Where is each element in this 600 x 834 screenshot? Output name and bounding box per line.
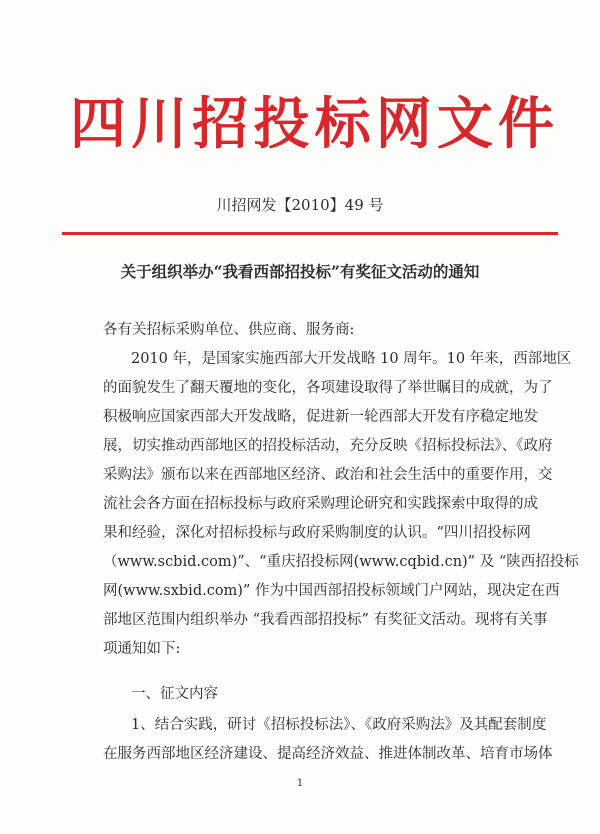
paragraph-line: 果和经验，深化对招标投标与政府采购制度的认识。“四川招投标网 bbox=[103, 525, 531, 541]
paragraph-line: 积极响应国家西部大开发战略，促进新一轮西部大开发有序稳定地发 bbox=[103, 409, 538, 425]
document-letterhead-title bbox=[70, 80, 554, 160]
paragraph-line: 在服务西部地区经济建设、提高经济效益、推进体制改革、培育市场体 bbox=[103, 746, 553, 762]
title-char: 标 bbox=[314, 91, 371, 157]
greeting: 各有关招标采购单位、供应商、服务商: bbox=[103, 322, 355, 338]
paragraph-line: 1、结合实践，研讨《招标投标法》、《政府采购法》及其配套制度 bbox=[131, 717, 547, 733]
notice-heading: 关于组织举办“我看西部招投标”有奖征文活动的通知 bbox=[120, 262, 480, 281]
paragraph-line: 2010 年，是国家实施西部大开发战略 10 周年。10 年来，西部地区 bbox=[131, 351, 572, 367]
paragraph-line: （www.scbid.com)”、“重庆招投标网(www.cqbid.cn)” 及 “陕西招投标 bbox=[103, 554, 579, 570]
title-char: 件 bbox=[497, 91, 554, 157]
paragraph-line: 的面貌发生了翻天覆地的变化，各项建设取得了举世瞩目的成就，为了 bbox=[103, 380, 553, 396]
paragraph-line: 部地区范围内组织举办 “我看西部招投标” 有奖征文活动。现将有关事 bbox=[103, 612, 548, 628]
title-char: 招 bbox=[192, 91, 249, 157]
paragraph-line: 流社会各方面在招标投标与政府采购理论研究和实践探索中取得的成 bbox=[103, 496, 538, 512]
title-char: 川 bbox=[131, 91, 188, 157]
document-number: 川招网发【2010】49 号 bbox=[216, 196, 384, 214]
paragraph-line: 采购法》颁布以来在西部地区经济、政治和社会生活中的重要作用，交 bbox=[103, 467, 553, 483]
title-char: 网 bbox=[375, 91, 432, 157]
title-char: 投 bbox=[253, 91, 310, 157]
section-heading: 一、征文内容 bbox=[131, 686, 218, 702]
paragraph-line: 项通知如下: bbox=[103, 641, 181, 657]
paragraph-line: 展，切实推动西部地区的招投标活动，充分反映《招标投标法》、《政府 bbox=[103, 438, 553, 454]
title-char: 四 bbox=[70, 91, 126, 157]
page-number: 1 bbox=[296, 778, 304, 789]
red-divider bbox=[62, 232, 558, 235]
title-char: 文 bbox=[436, 91, 493, 157]
paragraph-line: 网(www.sxbid.com)” 作为中国西部招投标领域门户网站，现决定在西 bbox=[103, 583, 560, 599]
